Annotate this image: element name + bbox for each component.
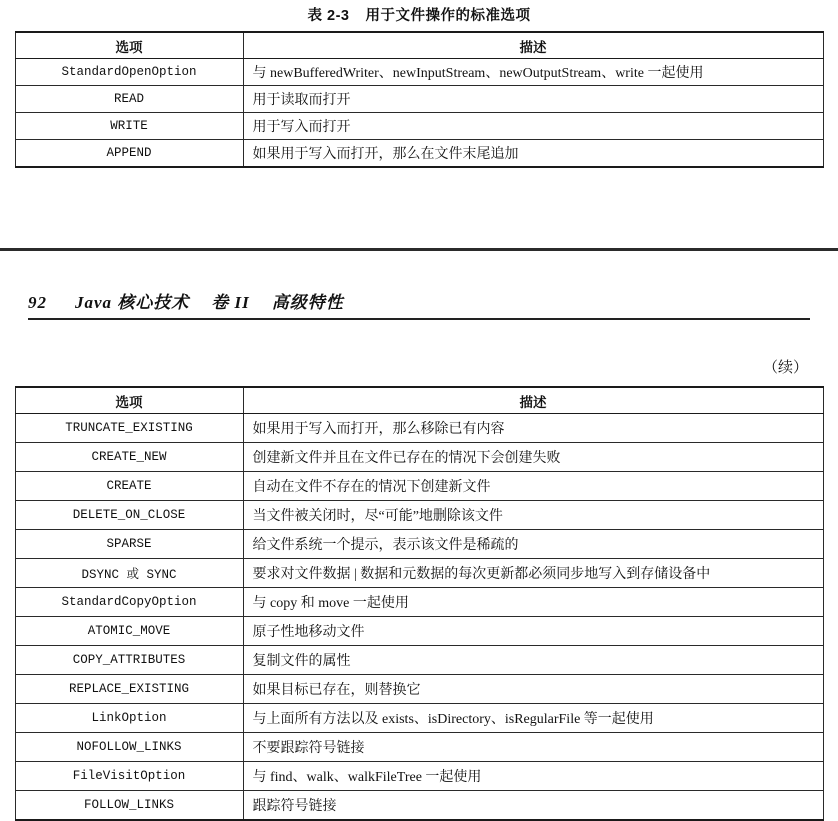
cell-option: CREATE <box>15 472 243 501</box>
cell-option: FileVisitOption <box>15 762 243 791</box>
table-row <box>15 140 823 167</box>
table-header-row <box>15 387 823 414</box>
cell-description: 给文件系统一个提示，表示该文件是稀疏的 <box>243 530 823 559</box>
table-row <box>15 617 823 646</box>
cell-option: WRITE <box>15 113 243 140</box>
cell-option: APPEND <box>15 140 243 167</box>
table-caption <box>0 0 838 31</box>
bottom-table-block <box>0 386 838 821</box>
table-row <box>15 588 823 617</box>
cell-option: FOLLOW_LINKS <box>15 791 243 821</box>
table-row <box>15 59 823 86</box>
table-caption-number: 表 2-3 <box>307 8 350 24</box>
table-row <box>15 762 823 791</box>
cell-option: REPLACE_EXISTING <box>15 675 243 704</box>
standard-options-continued-table <box>15 386 824 821</box>
table-row <box>15 791 823 821</box>
table-row <box>15 675 823 704</box>
table-row <box>15 86 823 113</box>
running-head <box>28 288 810 313</box>
table-row <box>15 472 823 501</box>
table-header-row <box>15 32 823 59</box>
column-header-description: 描述 <box>243 32 823 59</box>
page-separator-rule <box>0 248 838 251</box>
running-head-rule <box>28 318 810 320</box>
column-header-option: 选项 <box>15 387 243 414</box>
cell-description: 用于写入而打开 <box>243 113 823 140</box>
cell-option: TRUNCATE_EXISTING <box>15 414 243 443</box>
column-header-option: 选项 <box>15 32 243 59</box>
table-row <box>15 443 823 472</box>
cell-option: ATOMIC_MOVE <box>15 617 243 646</box>
table-row <box>15 733 823 762</box>
standard-open-options-table <box>15 31 824 168</box>
table-row <box>15 559 823 588</box>
running-head-volume: 卷 II <box>211 293 250 312</box>
table-row <box>15 704 823 733</box>
table-row <box>15 646 823 675</box>
column-header-description: 描述 <box>243 387 823 414</box>
cell-option: LinkOption <box>15 704 243 733</box>
cell-description: 如果目标已存在，则替换它 <box>243 675 823 704</box>
running-head-book-title: Java 核心技术 <box>75 293 190 312</box>
cell-description: 要求对文件数据 | 数据和元数据的每次更新都必须同步地写入到存储设备中 <box>243 559 823 588</box>
cell-description: 自动在文件不存在的情况下创建新文件 <box>243 472 823 501</box>
table-row <box>15 113 823 140</box>
cell-description: 跟踪符号链接 <box>243 791 823 821</box>
cell-description: 不要跟踪符号链接 <box>243 733 823 762</box>
cell-option: StandardCopyOption <box>15 588 243 617</box>
cell-description: 如果用于写入而打开，那么在文件末尾追加 <box>243 140 823 167</box>
cell-option: StandardOpenOption <box>15 59 243 86</box>
cell-description: 与上面所有方法以及 exists、isDirectory、isRegularFile 等一起使用 <box>243 704 823 733</box>
cell-description: 复制文件的属性 <box>243 646 823 675</box>
cell-option: DSYNC 或 SYNC <box>15 559 243 588</box>
page-number: 92 <box>28 293 47 312</box>
page-gap <box>0 229 838 261</box>
cell-description: 创建新文件并且在文件已存在的情况下会创建失败 <box>243 443 823 472</box>
table-caption-title: 用于文件操作的标准选项 <box>365 8 531 24</box>
table-row <box>15 530 823 559</box>
cell-description: 如果用于写入而打开，那么移除已有内容 <box>243 414 823 443</box>
running-head-subtitle: 高级特性 <box>271 293 344 312</box>
cell-option: READ <box>15 86 243 113</box>
table-row <box>15 414 823 443</box>
cell-option: DELETE_ON_CLOSE <box>15 501 243 530</box>
cell-description: 与 copy 和 move 一起使用 <box>243 588 823 617</box>
top-table-block <box>0 0 838 168</box>
table-row <box>15 501 823 530</box>
cell-option: SPARSE <box>15 530 243 559</box>
cell-option: NOFOLLOW_LINKS <box>15 733 243 762</box>
cell-description: 当文件被关闭时，尽“可能”地删除该文件 <box>243 501 823 530</box>
cell-description: 用于读取而打开 <box>243 86 823 113</box>
cell-description: 与 find、walk、walkFileTree 一起使用 <box>243 762 823 791</box>
cell-description: 原子性地移动文件 <box>243 617 823 646</box>
continued-label: （续） <box>762 360 808 376</box>
cell-option: COPY_ATTRIBUTES <box>15 646 243 675</box>
cell-description: 与 newBufferedWriter、newInputStream、newOutputStream、write 一起使用 <box>243 59 823 86</box>
cell-option: CREATE_NEW <box>15 443 243 472</box>
